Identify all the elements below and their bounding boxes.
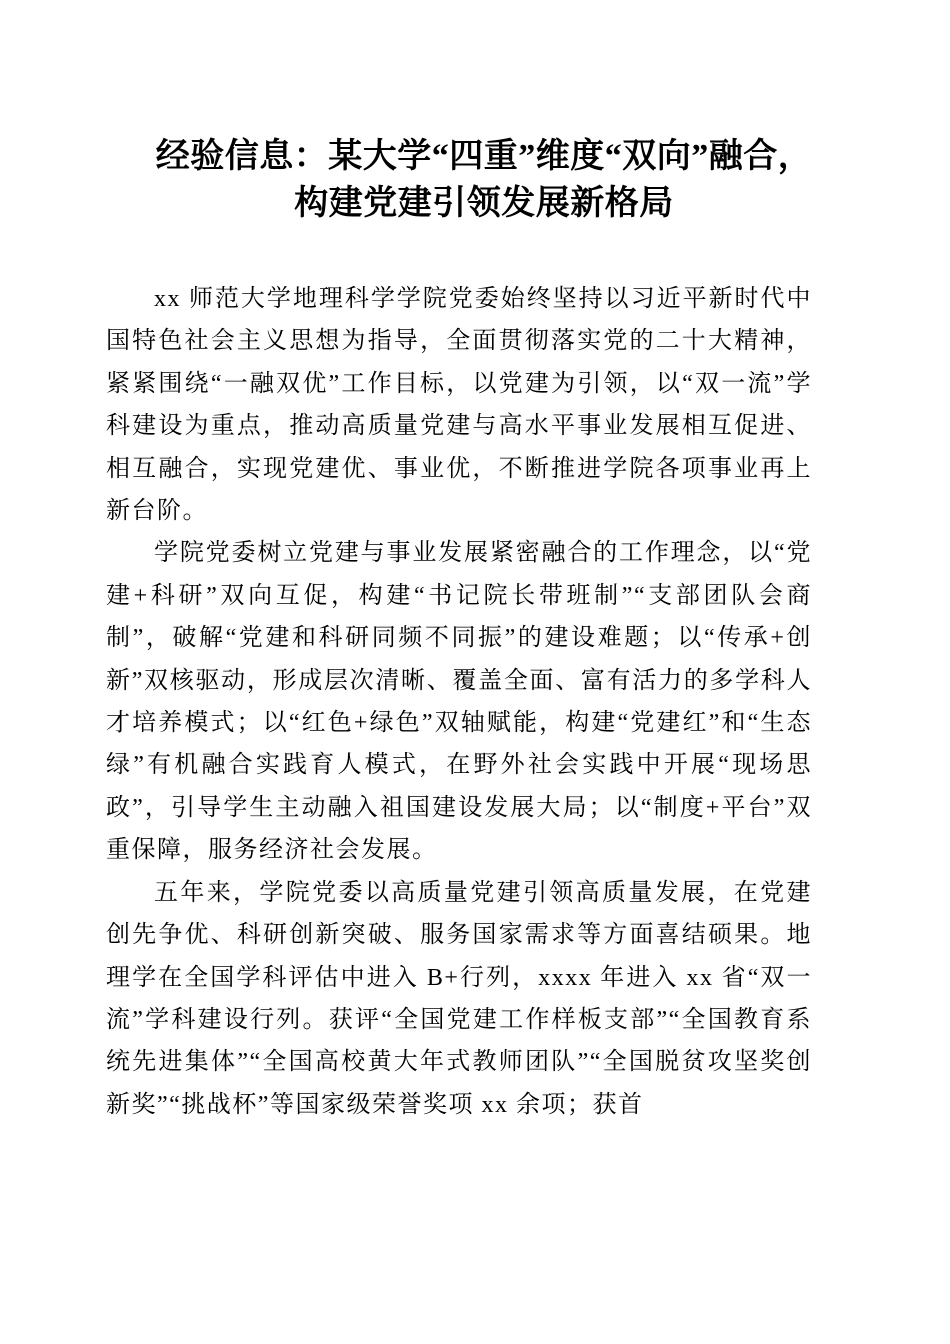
paragraph-3: 五年来，学院党委以高质量党建引领高质量发展，在党建创先争优、科研创新突破、服务国家需求等方面喜结硕果。地理学在全国学科评估中进入 B+行列，xxxx 年进入 xx 省“双一流”学科建设行列。获评“全国党建工作样板支部”“全国教育系统先进集体”“全国高校黄大年式教师团队”“全国脱贫攻坚奖创新奖”“挑战杯”等国家级荣誉奖项 xx 余项；获首 (106, 879, 812, 1118)
title-line-1: 经验信息：某大学“四重”维度“双向”融合， (155, 138, 813, 175)
paragraph-2: 学院党委树立党建与事业发展紧密融合的工作理念，以“党建+科研”双向互促，构建“书记院长带班制”“支部团队会商制”，破解“党建和科研同频不同振”的建设难题；以“传承+创新”双核驱动，形成层次清晰、覆盖全面、富有活力的多学科人才培养模式；以“红色+绿色”双轴赋能，构建“党建红”和“生态绿”有机融合实践育人模式，在野外社会实践中开展“现场思政”，引导学生主动融入祖国建设发展大局；以“制度+平台”双重保障，服务经济社会发展。 (106, 540, 812, 864)
paragraph-1: xx 师范大学地理科学学院党委始终坚持以习近平新时代中国特色社会主义思想为指导，全面贯彻落实党的二十大精神，紧紧围绕“一融双优”工作目标，以党建为引领，以“双一流”学科建设为重点，推动高质量党建与高水平事业发展相互促进、相互融合，实现党建优、事业优，不断推进学院各项事业再上新台阶。 (106, 286, 812, 525)
document-body (106, 278, 812, 1126)
title-line-2: 构建党建引领发展新格局 (294, 185, 674, 222)
document-title (118, 133, 850, 227)
